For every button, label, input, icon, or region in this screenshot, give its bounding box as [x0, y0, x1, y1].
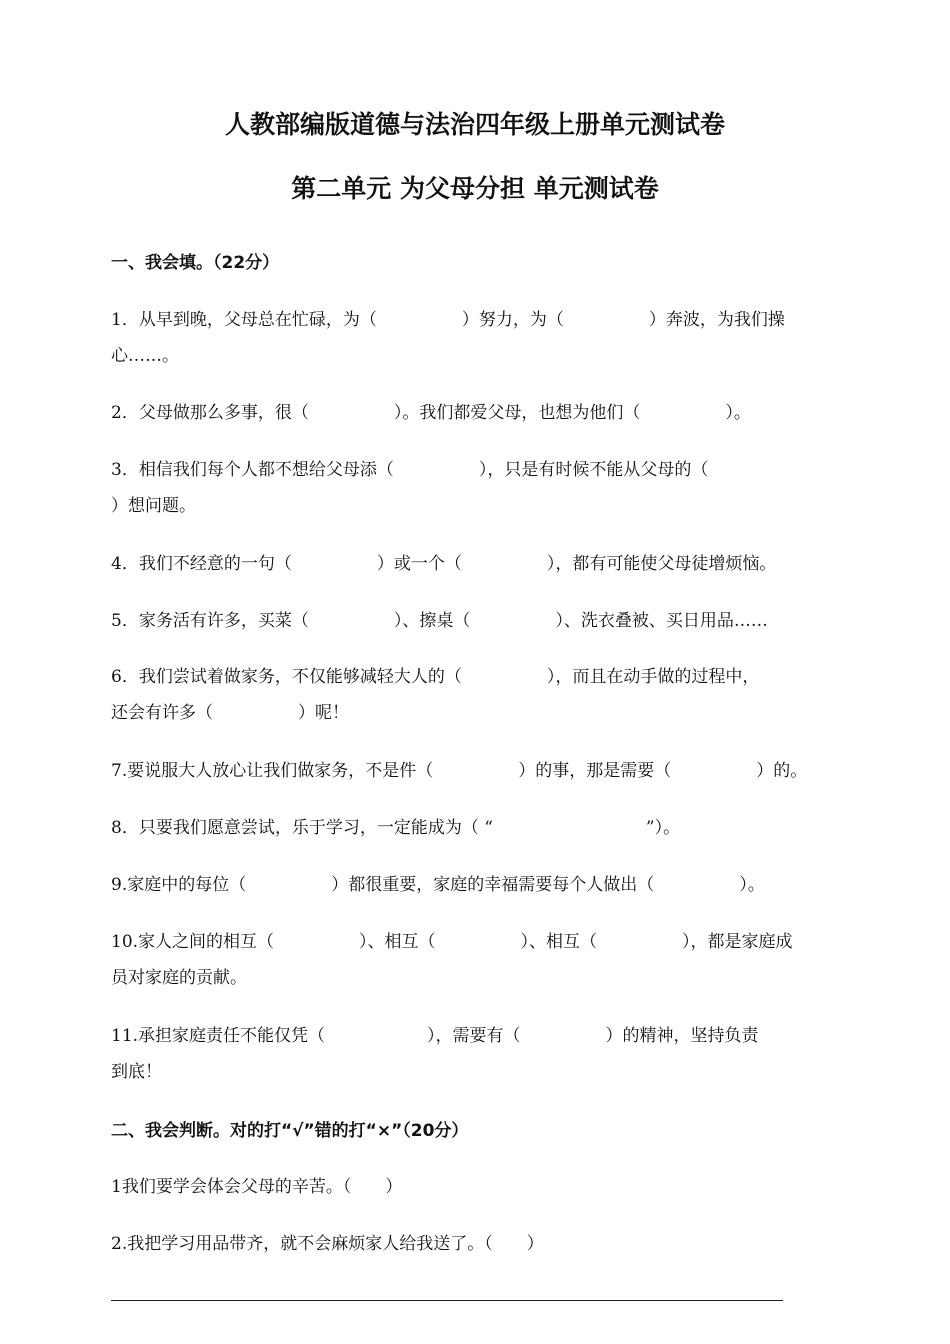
question-line: 10.家人之间的相互（ ）、相互（ ）、相互（ ），都是家庭成 — [111, 932, 793, 952]
question-line: 员对家庭的贡献。 — [111, 968, 247, 988]
question-1-9 — [111, 867, 851, 903]
question-1-7 — [111, 753, 851, 789]
question-line: 到底！ — [111, 1062, 162, 1082]
question-line: 5．家务活有许多，买菜（ ）、擦桌（ ）、洗衣叠被、买日用品…… — [111, 611, 768, 631]
question-line: 1我们要学会体会父母的辛苦。（ ） — [111, 1177, 403, 1197]
section-2-heading: 二、我会判断。对的打“√”错的打“×”（20分） — [111, 1121, 469, 1141]
question-1-10 — [111, 924, 851, 996]
question-line: 2．父母做那么多事，很（ ）。我们都爱父母，也想为他们（ ）。 — [111, 403, 751, 423]
question-line: 3．相信我们每个人都不想给父母添（ ），只是有时候不能从父母的（ — [111, 460, 709, 480]
question-line: 还会有许多（ ）呢！ — [111, 703, 349, 723]
question-line: 7.要说服大人放心让我们做家务，不是件（ ）的事，那是需要（ ）的。 — [111, 761, 808, 781]
question-line: 心……。 — [111, 346, 179, 366]
footer-divider — [111, 1300, 783, 1301]
question-1-3 — [111, 452, 851, 524]
question-line: 6．我们尝试着做家务，不仅能够减轻大人的（ ），而且在动手做的过程中， — [111, 667, 760, 687]
question-1-6 — [111, 659, 851, 731]
section-1-heading: 一、我会填。（22分） — [111, 253, 280, 273]
question-1-8 — [111, 810, 851, 846]
question-1-1 — [111, 302, 851, 374]
question-line: ）想问题。 — [111, 496, 196, 516]
question-1-2 — [111, 395, 851, 431]
question-line: 8．只要我们愿意尝试，乐于学习，一定能成为（ “ ”）。 — [111, 818, 681, 838]
question-line: 2.我把学习用品带齐，就不会麻烦家人给我送了。（ ） — [111, 1234, 544, 1254]
question-line: 1．从早到晚，父母总在忙碌，为（ ）努力，为（ ）奔波，为我们操 — [111, 310, 785, 330]
question-line: 9.家庭中的每位（ ）都很重要，家庭的幸福需要每个人做出（ ）。 — [111, 875, 765, 895]
question-1-5 — [111, 603, 851, 639]
question-line: 4．我们不经意的一句（ ）或一个（ ），都有可能使父母徒增烦恼。 — [111, 554, 777, 574]
question-1-4 — [111, 546, 851, 582]
question-line: 11.承担家庭责任不能仅凭（ ），需要有（ ）的精神，坚持负责 — [111, 1026, 759, 1046]
page-subtitle: 第二单元 为父母分担 单元测试卷 — [291, 174, 659, 203]
question-2-1 — [111, 1169, 851, 1205]
question-2-2 — [111, 1226, 851, 1262]
page-title: 人教部编版道德与法治四年级上册单元测试卷 — [224, 110, 725, 139]
question-1-11 — [111, 1018, 851, 1090]
